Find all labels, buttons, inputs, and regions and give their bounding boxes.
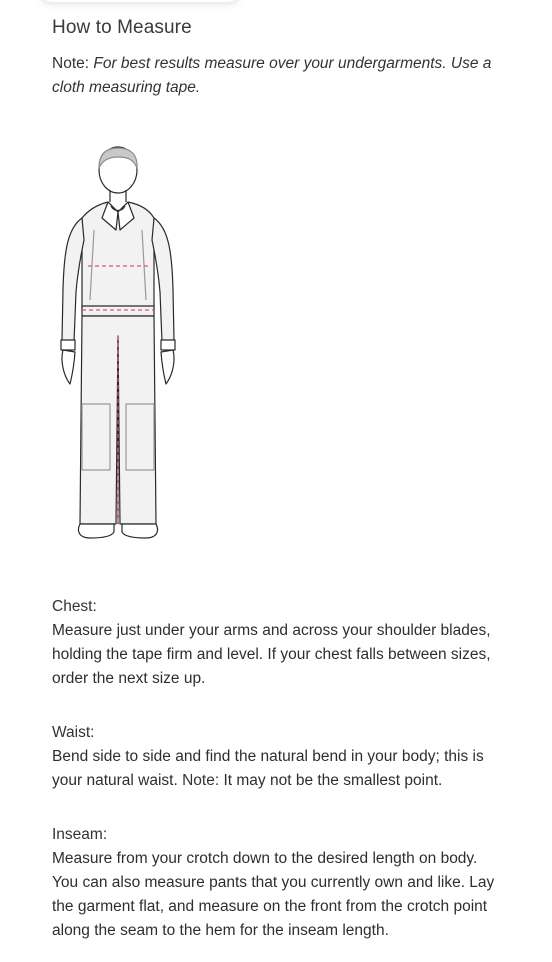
waist-note-label: Note: — [182, 772, 220, 789]
waist-text-main: Bend side to side and find the natural bend in your body; this is your natural waist. — [52, 748, 484, 789]
inseam-section — [52, 823, 502, 943]
note-label: Note: — [52, 55, 90, 72]
chest-text: Measure just under your arms and across your shoulder blades, holding the tape firm and level. If your chest falls between sizes, order the next size up. — [52, 622, 491, 687]
inseam-text: Measure from your crotch down to the desired length on body. You can also measure pants that you currently own and like. Lay the garment flat, and measure on the front from the crotch point along the seam to the hem for the inseam length. — [52, 850, 495, 939]
figure-measure-diagram — [50, 140, 200, 550]
page-title: How to Measure — [52, 17, 192, 38]
waist-label: Waist: — [52, 724, 95, 741]
inseam-label: Inseam: — [52, 826, 108, 843]
note-text: For best results measure over your undergarments. Use a cloth measuring tape. — [52, 55, 492, 96]
chest-section — [52, 595, 502, 691]
waist-text-note: It may not be the smallest point. — [223, 772, 443, 789]
waist-text — [52, 745, 502, 793]
header-shadow — [40, 0, 240, 2]
chest-label: Chest: — [52, 598, 97, 615]
waist-section — [52, 721, 502, 793]
measure-note — [52, 52, 502, 100]
